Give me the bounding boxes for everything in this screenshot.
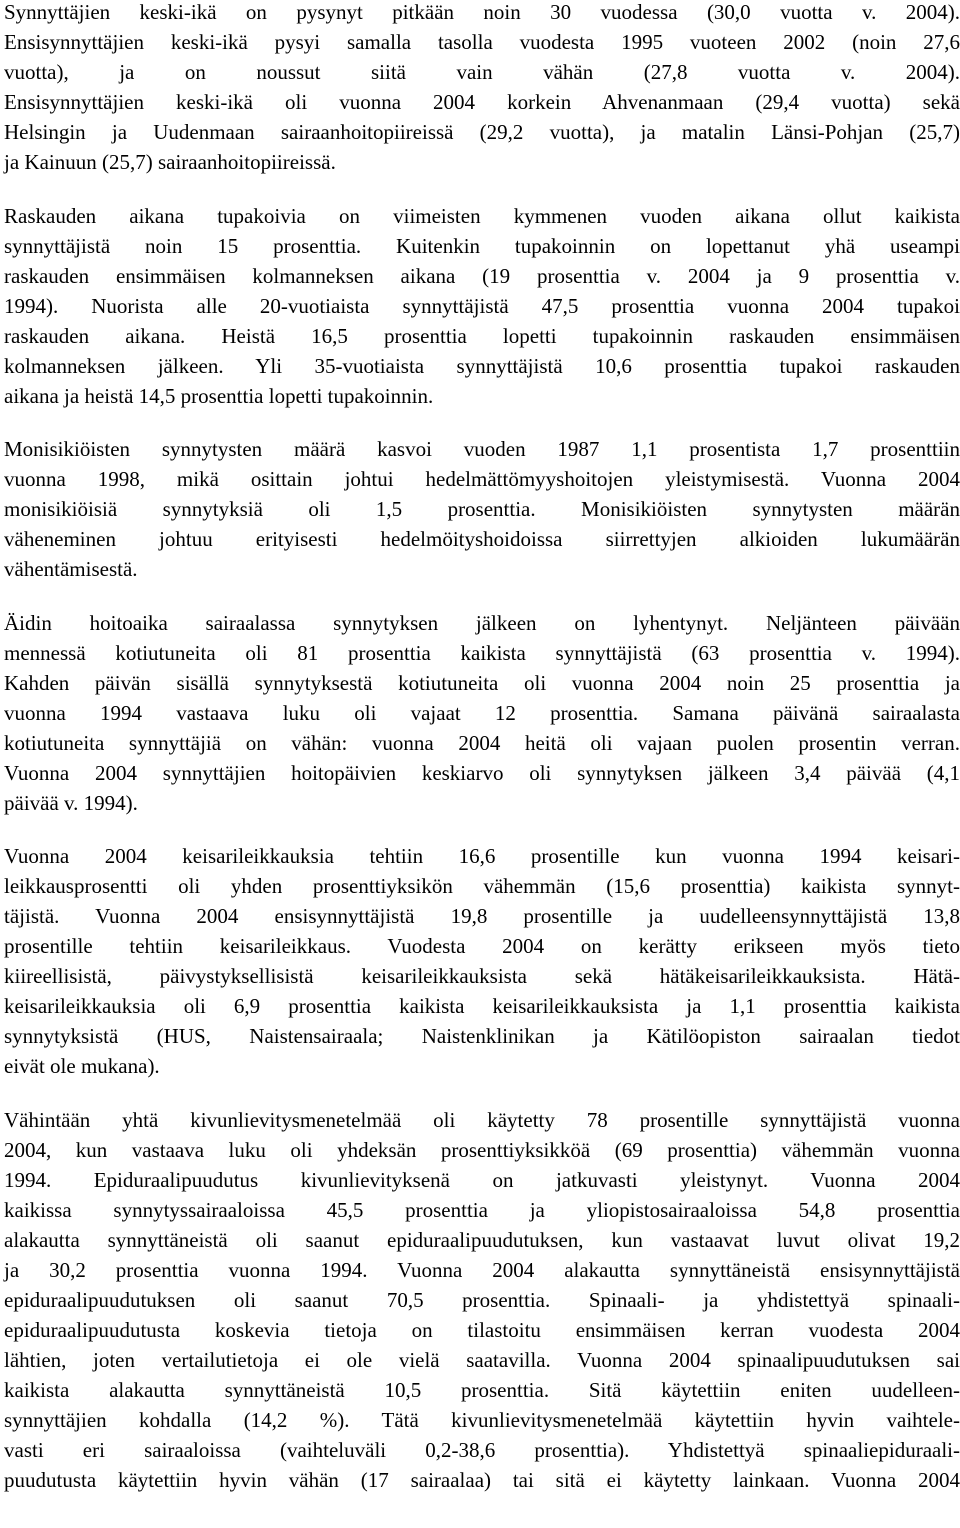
text-line: 1994). Nuorista alle 20-vuotiaista synnyttäjistä 47,5 prosenttia vuonna 2004 tupakoi [4, 293, 960, 318]
text-line: prosentille tehtiin keisarileikkaus. Vuodesta 2004 on kerätty erikseen myös tieto [4, 934, 960, 958]
text-line: monisikiöisiä synnytyksiä oli 1,5 prosenttia. Monisikiöisten synnytysten määrän [4, 497, 960, 521]
text-line: vuonna 1994 vastaava luku oli vajaat 12 prosenttia. Samana päivänä sairaalasta [4, 700, 960, 725]
text-line: raskauden aikana. Heistä 16,5 prosenttia lopetti tupakoinnin raskauden ensimmäisen [4, 323, 960, 348]
text-line: kaikista alakautta synnyttäneistä 10,5 prosenttia. Sitä käytettiin eniten uudelleen- [4, 1377, 960, 1402]
text-line: Kahden päivän sisällä synnytyksestä kotiutuneita oli vuonna 2004 noin 25 prosenttia ja [4, 670, 960, 695]
text-line: synnyttäjien kohdalla (14,2 %). Tätä kivunlievitysmenetelmää käytettiin hyvin vaihtele- [4, 1407, 960, 1432]
text-line: epiduraalipuudutuksen oli saanut 70,5 prosenttia. Spinaali- ja yhdistettyä spinaali- [4, 1287, 960, 1312]
text-line: Ensisynnyttäjien keski-ikä oli vuonna 2004 korkein Ahvenanmaan (29,4 vuotta) sekä [4, 90, 960, 114]
text-line: vasti eri sairaaloissa (vaihteluväli 0,2-38,6 prosenttia). Yhdistettyä spinaaliepiduraali- [4, 1437, 960, 1462]
text-line: kotiutuneita synnyttäjiä on vähän: vuonna 2004 heitä oli vajaan puolen prosentin verran. [4, 730, 960, 755]
text-line: vuonna 1998, mikä osittain johtui hedelmättömyyshoitojen yleistymisestä. Vuonna 2004 [4, 467, 960, 491]
text-line: kaikissa synnytyssairaaloissa 45,5 prosenttia ja yliopistosairaaloissa 54,8 prosenttia [4, 1197, 960, 1222]
text-line: vähentämisestä. [4, 557, 138, 581]
text-line: kolmanneksen jälkeen. Yli 35-vuotiaista synnyttäjistä 10,6 prosenttia tupakoi raskauden [4, 353, 960, 378]
text-line: Synnyttäjien keski-ikä on pysynyt pitkään noin 30 vuodessa (30,0 vuotta v. 2004). [4, 0, 960, 24]
text-line: synnyttäjistä noin 15 prosenttia. Kuitenkin tupakoinnin on lopettanut yhä useampi [4, 233, 960, 258]
text-line: Äidin hoitoaika sairaalassa synnytyksen jälkeen on lyhentynyt. Neljänteen päivään [4, 610, 960, 635]
text-line: 1994. Epiduraalipuudutus kivunlievityksenä on jatkuvasti yleistynyt. Vuonna 2004 [4, 1167, 960, 1192]
text-line: vuotta), ja on noussut siitä vain vähän (27,8 vuotta v. 2004). [4, 60, 960, 84]
paragraph [4, 608, 960, 818]
text-line: päivää v. 1994). [4, 790, 138, 815]
paragraph [4, 434, 960, 584]
text-line: ja Kainuun (25,7) sairaanhoitopiireissä. [4, 150, 336, 174]
text-line: synnytyksistä (HUS, Naistensairaala; Naistenklinikan ja Kätilöopiston sairaalan tiedot [4, 1024, 960, 1048]
text-line: väheneminen johtuu erityisesti hedelmöityshoidoissa siirrettyjen alkioiden lukumäärän [4, 527, 960, 551]
text-line: Raskauden aikana tupakoivia on viimeisten kymmenen vuoden aikana ollut kaikista [4, 203, 960, 228]
text-line: alakautta synnyttäneistä oli saanut epiduraalipuudutuksen, kun vastaavat luvut olivat 19,2 [4, 1227, 960, 1252]
text-line: Vuonna 2004 synnyttäjien hoitopäivien keskiarvo oli synnytyksen jälkeen 3,4 päivää (4,1 [4, 760, 960, 785]
text-line: täjistä. Vuonna 2004 ensisynnyttäjistä 19,8 prosentille ja uudelleensynnyttäjistä 13,8 [4, 904, 960, 928]
paragraph [4, 201, 960, 411]
text-line: ja 30,2 prosenttia vuonna 1994. Vuonna 2004 alakautta synnyttäneistä ensisynnyttäjistä [4, 1257, 960, 1282]
text-line: mennessä kotiutuneita oli 81 prosenttia kaikista synnyttäjistä (63 prosenttia v. 1994). [4, 640, 960, 665]
text-line: Monisikiöisten synnytysten määrä kasvoi vuoden 1987 1,1 prosentista 1,7 prosenttiin [4, 437, 960, 461]
paragraph [4, 1105, 960, 1495]
text-line: aikana ja heistä 14,5 prosenttia lopetti tupakoinnin. [4, 383, 434, 408]
text-line: leikkausprosentti oli yhden prosenttiyksikön vähemmän (15,6 prosenttia) kaikista synnyt- [4, 874, 960, 898]
text-line: epiduraalipuudutusta koskevia tietoja on tilastoitu ensimmäisen kerran vuodesta 2004 [4, 1317, 960, 1342]
text-line: Vähintään yhtä kivunlievitysmenetelmää oli käytetty 78 prosentille synnyttäjistä vuonna [4, 1107, 960, 1132]
text-line: Helsingin ja Uudenmaan sairaanhoitopiireissä (29,2 vuotta), ja matalin Länsi-Pohjan (25,7) [4, 120, 960, 144]
text-line: Ensisynnyttäjien keski-ikä pysyi samalla tasolla vuodesta 1995 vuoteen 2002 (noin 27,6 [4, 30, 960, 54]
text-line: 2004, kun vastaava luku oli yhdeksän prosenttiyksikköä (69 prosenttia) vähemmän vuonna [4, 1137, 960, 1162]
text-line: puudutusta käytettiin hyvin vähän (17 sairaalaa) tai sitä ei käytetty lainkaan. Vuonna 2004 [4, 1467, 960, 1492]
text-line: Vuonna 2004 keisarileikkauksia tehtiin 16,6 prosentille kun vuonna 1994 keisari- [4, 844, 960, 868]
text-line: eivät ole mukana). [4, 1054, 160, 1078]
text-line: kiireellisistä, päivystyksellisistä keisarileikkauksista sekä hätäkeisarileikkauksista. Hätä- [4, 964, 960, 988]
text-line: lähtien, joten vertailutietoja ei ole vielä saatavilla. Vuonna 2004 spinaalipuudutuksen sai [4, 1347, 960, 1372]
text-line: keisarileikkauksia oli 6,9 prosenttia kaikista keisarileikkauksista ja 1,1 prosenttia kaikista [4, 994, 960, 1018]
paragraph [4, 841, 960, 1081]
text-line: raskauden ensimmäisen kolmanneksen aikana (19 prosenttia v. 2004 ja 9 prosenttia v. [4, 263, 960, 288]
paragraph [4, 0, 960, 177]
